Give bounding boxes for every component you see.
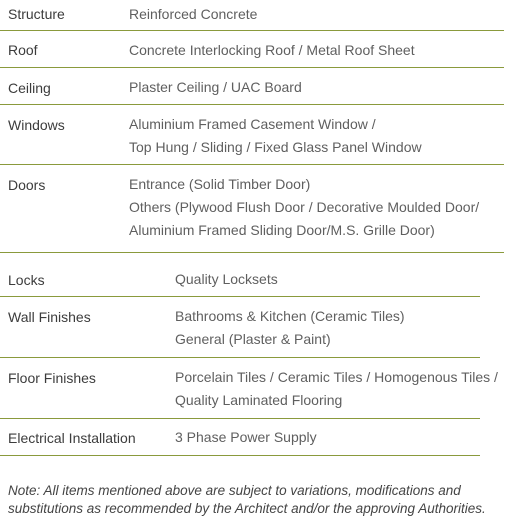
divider: [0, 357, 480, 358]
spec-label-floor-finishes: Floor Finishes: [8, 370, 96, 386]
spec-value-line: Porcelain Tiles / Ceramic Tiles / Homogenous Tiles /: [175, 369, 498, 385]
divider: [0, 418, 480, 419]
divider: [0, 252, 504, 253]
spec-label-electrical-installation: Electrical Installation: [8, 430, 136, 446]
spec-label-doors: Doors: [8, 177, 46, 193]
spec-value-line: Concrete Interlocking Roof / Metal Roof Sheet: [129, 42, 415, 58]
disclaimer-note: Note: All items mentioned above are subject to variations, modifications and substitutions as recommended by the Architect and/or the approving Authorities.: [8, 483, 486, 516]
spec-value-electrical-installation: [175, 426, 317, 449]
spec-value-doors: [129, 173, 479, 242]
spec-value-structure: [129, 3, 257, 26]
divider: [0, 30, 504, 31]
spec-label-locks: Locks: [8, 272, 45, 288]
spec-label-roof: Roof: [8, 42, 38, 58]
spec-value-roof: [129, 39, 415, 62]
spec-value-ceiling: [129, 76, 302, 99]
spec-value-line: Aluminium Framed Casement Window /: [129, 116, 376, 132]
spec-label-wall-finishes: Wall Finishes: [8, 309, 91, 325]
spec-value-line: Quality Locksets: [175, 271, 278, 287]
spec-value-line: Plaster Ceiling / UAC Board: [129, 79, 302, 95]
spec-value-line: General (Plaster & Paint): [175, 331, 331, 347]
spec-value-windows: [129, 113, 422, 159]
spec-label-structure: Structure: [8, 6, 65, 22]
spec-label-windows: Windows: [8, 117, 65, 133]
spec-value-line: Quality Laminated Flooring: [175, 392, 343, 408]
spec-value-line: Others (Plywood Flush Door / Decorative Moulded Door/: [129, 199, 480, 215]
spec-value-wall-finishes: [175, 305, 405, 351]
spec-value-floor-finishes: [175, 366, 498, 412]
spec-value-line: Bathrooms & Kitchen (Ceramic Tiles): [175, 308, 405, 324]
spec-value-line: Entrance (Solid Timber Door): [129, 176, 311, 192]
divider: [0, 164, 504, 165]
divider: [0, 296, 480, 297]
divider: [0, 67, 504, 68]
divider: [0, 104, 504, 105]
spec-label-ceiling: Ceiling: [8, 80, 51, 96]
spec-value-line: Reinforced Concrete: [129, 6, 258, 22]
spec-value-locks: [175, 268, 278, 291]
spec-value-line: 3 Phase Power Supply: [175, 429, 317, 445]
spec-value-line: Aluminium Framed Sliding Door/M.S. Grille Door): [129, 222, 435, 238]
divider: [0, 455, 480, 456]
spec-value-line: Top Hung / Sliding / Fixed Glass Panel Window: [129, 139, 422, 155]
